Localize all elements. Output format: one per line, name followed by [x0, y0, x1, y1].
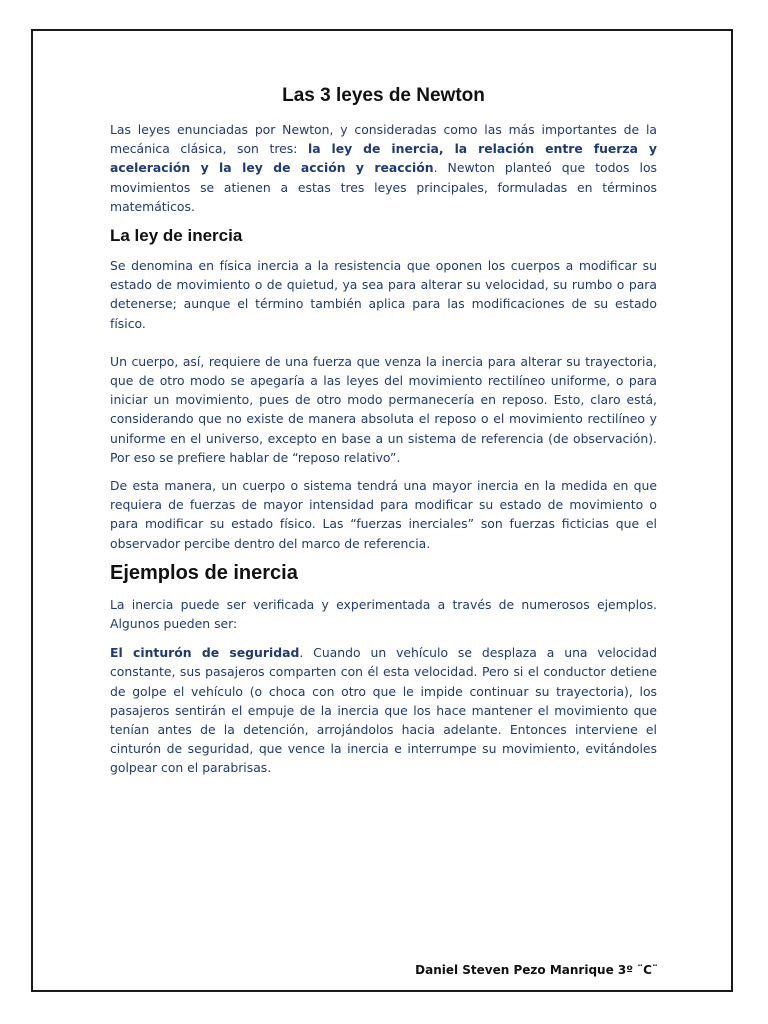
- inercia-paragraph-1: Se denomina en física inercia a la resistencia que oponen los cuerpos a modificar su estado de movimiento o de quietud, ya sea para alterar su velocidad, su rumbo o para detenerse; aunque el término también aplica para las modificaciones de su estado físico.: [110, 258, 657, 331]
- ejemplo-cinturon-text: . Cuando un vehículo se desplaza a una velocidad constante, sus pasajeros comparten con él esta velocidad. Pero si el conductor detiene de golpe el vehículo (o choca con otro que le impide continuar su trayectoria), los pasajeros sentirán el empuje de la inercia que los hace mantener el movimiento que tenían antes de la detención, arrojándolos hacia adelante. Entonces interviene el cinturón de seguridad, que vence la inercia e interrumpe su movimiento, evitándoles golpear con el parabrisas.: [110, 645, 657, 776]
- intro-paragraph: [110, 120, 657, 216]
- inercia-paragraph-2: Un cuerpo, así, requiere de una fuerza que venza la inercia para alterar su trayectoria, que de otro modo se apegaría a las leyes del movimiento rectilíneo uniforme, o para iniciar un movimiento, pues de otro modo permanecería en reposo. Esto, claro está, considerando que no existe de manera absoluta el reposo o el movimiento rectilíneo y uniforme en el universo, excepto en base a un sistema de referencia (de observación). Por eso se prefiere hablar de “reposo relativo”.: [110, 353, 657, 465]
- ejemplo-cinturon: [110, 643, 657, 777]
- intro-bold-laws: la ley de inercia, la relación entre fuerza y aceleración y la ley de acción y reacción: [110, 141, 658, 176]
- section-heading-ejemplos: Ejemplos de inercia: [110, 561, 298, 584]
- inercia-paragraph-3: De esta manera, un cuerpo o sistema tendrá una mayor inercia en la medida en que requiera de fuerzas de mayor intensidad para modificar su estado de movimiento o para modificar su estado físico. Las “fuerzas inerciales” son fuerzas ficticias que el observador percibe dentro del marco de referencia.: [110, 478, 657, 551]
- ejemplos-paragraph-1: La inercia puede ser verificada y experimentada a través de numerosos ejemplos. Algunos pueden ser:: [110, 596, 657, 632]
- document-title: Las 3 leyes de Newton: [282, 85, 485, 106]
- intro-text-after: . Newton planteó que todos los movimientos se atienen a estas tres leyes principales, formuladas en términos matemáticos.: [110, 160, 657, 214]
- section-heading-inercia: La ley de inercia: [110, 226, 243, 246]
- intro-text-before: Las leyes enunciadas por Newton, y consideradas como las más importantes de la mecánica clásica, son tres:: [110, 122, 657, 157]
- ejemplo-cinturon-title: El cinturón de seguridad: [110, 645, 300, 661]
- document-body: [110, 82, 657, 778]
- author-footer: Daniel Steven Pezo Manrique 3º ¨C¨: [415, 963, 658, 977]
